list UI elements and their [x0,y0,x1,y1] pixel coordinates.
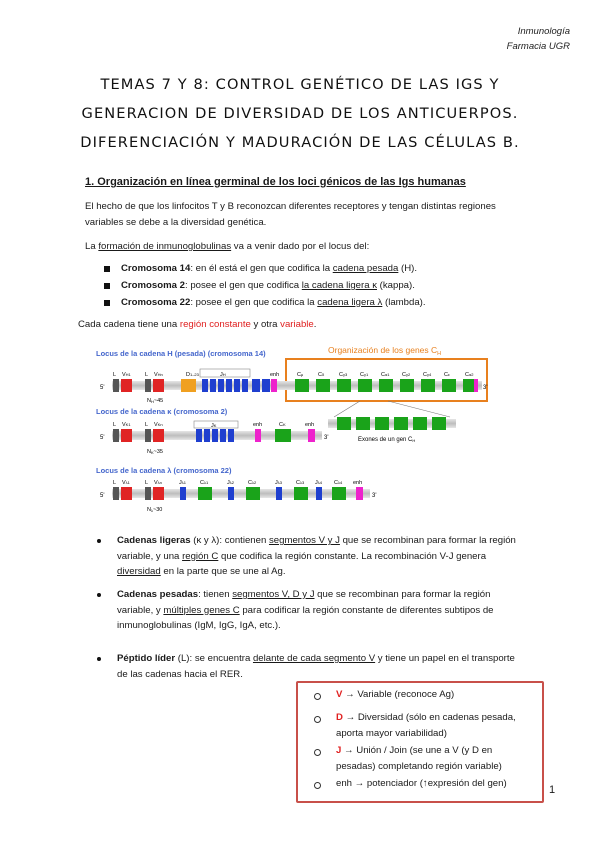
org-genes-title: Organización de los genes $C_H$ [328,345,442,357]
svg-text:Cδ: Cδ [318,372,325,378]
v-label: Vλ1 [122,480,130,486]
bullet-dot-icon [97,657,101,661]
exons-label: Exones de un gen CH [358,437,416,443]
v-segment [121,487,132,500]
v-segment [153,379,164,392]
heavy-chains-bold: Cadenas pesadas [117,589,199,600]
square-bullet-icon [104,300,110,306]
five-prime-label: 5' [100,435,105,441]
heavy-chains-paragraph [117,587,537,634]
exon-zoom-line [334,401,360,417]
leader-peptide-bold: Péptido líder [117,653,176,664]
locus-text-pre: La [85,241,99,252]
kappa-v-count: NK~35 [147,449,163,455]
enhancer [308,429,315,442]
legend-text: → Variable (reconoce Ag) [342,689,455,700]
svg-text:enh: enh [353,480,363,486]
bullet-text: : posee el gen que codifica [184,280,302,291]
enhancer [356,487,363,500]
leader-segment [113,379,119,392]
circle-bullet-icon [314,693,321,700]
d-label: D1–23 [186,372,199,378]
text: para codificar la región constante de diferentes subtipos de [239,604,494,616]
circle-bullet-icon [314,749,321,756]
l-label: L [113,480,117,486]
v-segment [153,429,164,442]
bullet-bold: Cromosoma 22 [121,297,191,308]
text: (L): se encuentra [175,653,253,664]
l-label: L [145,480,149,486]
v-segment [121,429,132,442]
bullet-underlined: la cadena ligera κ [301,280,377,291]
l-label: L [145,372,149,378]
bullet-text: : en él está el gen que codifica la [190,263,333,274]
circle-bullet-icon [314,782,321,789]
legend-text: → Diversidad (sólo en cadenas pesada, [342,712,516,723]
five-prime-label: 5' [100,493,105,499]
svg-text:Cα2: Cα2 [465,372,474,378]
d-segments [181,379,196,392]
header-institution: Farmacia UGR [506,41,570,52]
document-title [40,70,560,157]
l-label: L [113,422,117,428]
j-label: JK [211,423,217,429]
svg-text:Jλ1: Jλ1 [179,480,186,486]
svg-text:Cγ4: Cγ4 [423,372,432,378]
lambda-segment-labels [179,480,362,486]
svg-text:Cλ2: Cλ2 [248,480,257,486]
svg-text:Jλ2: Jλ2 [227,480,234,486]
title-line-3: DIFERENCIACIÓN Y MADURACIÓN DE LAS CÉLULAS B. [80,134,520,151]
bullet-underlined: cadena ligera λ [317,297,383,308]
enhancer [255,429,261,442]
enh-label: enh [305,422,315,428]
text: que codifica la región constante. La recombinación V-J genera [218,550,487,562]
legend-key: J [336,745,342,756]
variable-region-term: variable [280,319,314,330]
underlined: delante de cada segmento V [252,653,376,664]
v-label: VKn [154,422,163,428]
legend-text: → Unión / Join (se une a V (y D en [341,745,493,756]
underlined: segmentos V, D y J [232,589,315,600]
page-header [507,24,570,54]
svg-text:Cγ3: Cγ3 [339,372,348,378]
svg-text:Cα1: Cα1 [381,372,390,378]
constant-region-term: región constante [179,319,251,330]
text: : tienen [198,589,233,600]
underlined: segmentos V y J [268,535,340,546]
l-label: L [113,372,117,378]
l-label: L [145,422,149,428]
text: que se recombinan para formar la región [314,589,491,600]
bullet-text-post: (kappa). [377,280,415,291]
three-prime-label: 3' [324,435,329,441]
h-v-count: NH~45 [147,398,164,404]
locus-text-underlined: formación de inmunoglobulinas [98,241,232,252]
leader-segment [145,379,151,392]
lambda-v-count: Nλ~30 [147,507,163,513]
svg-text:Jλ4: Jλ4 [315,480,322,486]
section-heading: 1. Organización en línea germinal de los loci génicos de las Igs humanas [85,176,466,188]
svg-text:Cε: Cε [444,372,450,378]
leader-segment [113,429,119,442]
leader-segment [145,487,151,500]
bullet-dot-icon [97,593,101,597]
legend-key: V [336,689,343,700]
regions-text-post: . [313,319,317,330]
title-line-2: GENERACION DE DIVERSIDAD DE LOS ANTICUERPOS. [81,105,519,122]
bullet-text-post: (H). [398,263,417,274]
intro-paragraph [85,199,496,230]
enhancer [271,379,277,392]
svg-text:Cλ1: Cλ1 [200,480,209,486]
bullet-bold: Cromosoma 14 [121,263,191,274]
light-chains-bold: Cadenas ligeras [117,535,191,546]
exon-zoom-line [388,401,450,417]
v-label: VH1 [122,372,131,378]
page-number: 1 [549,784,556,796]
h-locus-title: Locus de la cadena H (pesada) (cromosoma 14) [96,349,266,358]
bullet-chromosome-14 [121,261,417,277]
bullet-text: : posee el gen que codifica la [190,297,318,308]
ig-loci-diagram [90,345,520,515]
text: variable, y [117,604,164,616]
v-label: Vλn [154,480,162,486]
light-chains-paragraph [117,533,537,580]
three-prime-label: 3' [372,493,377,499]
j-label: JH [220,372,226,378]
circle-bullet-icon [314,716,321,723]
ck-gene [275,429,291,442]
header-subject: Inmunología [517,26,570,37]
svg-text:Cγ1: Cγ1 [360,372,369,378]
underlined: diversidad [117,566,161,577]
lambda-locus-title: Locus de la cadena λ (cromosoma 22) [96,466,232,475]
segment-legend-box [296,681,544,803]
ch-genes [295,379,477,392]
square-bullet-icon [104,266,110,272]
c-label: CK [279,422,286,428]
regions-text-mid: y otra [250,319,281,330]
underlined: región C [182,550,219,562]
kappa-locus-title: Locus de la cadena κ (cromosoma 2) [96,407,228,416]
regions-sentence [78,317,316,333]
v-label: VK1 [122,422,131,428]
legend-item-v [336,687,454,703]
legend-text: aporta mayor variabilidad) [336,727,447,739]
legend-item-d [336,710,516,741]
text: que se recombinan para formar la región [339,535,516,546]
three-prime-label: 3' [483,385,488,391]
title-line-1: TEMAS 7 Y 8: CONTROL GENÉTICO DE LAS IGS Y [100,76,500,93]
enhancer [474,379,478,392]
jk-segments [196,429,234,442]
locus-text-post: va a venir dado por el locus del: [231,241,370,252]
underlined: múltiples genes C [163,604,240,616]
locus-paragraph [85,239,369,255]
text: en la parte que se une al Ag. [160,566,286,577]
svg-text:Jλ3: Jλ3 [275,480,282,486]
bullet-bold: Cromosoma 2 [121,280,185,291]
svg-text:Cλ4: Cλ4 [334,480,343,486]
v-label: VHn [154,372,163,378]
bullet-chromosome-22 [121,295,426,311]
intro-line-2: variables se debe a la diversidad genética. [85,216,267,228]
bullet-underlined: cadena pesada [332,263,399,274]
legend-text: pesadas) completando región variable) [336,760,502,772]
bullet-dot-icon [97,539,101,543]
text: y tiene un papel en el transporte [375,653,515,664]
svg-text:Cλ3: Cλ3 [296,480,305,486]
enh-label: enh [253,422,263,428]
enh-label: enh [270,372,280,378]
jh-segments [202,379,270,392]
leader-segment [113,487,119,500]
text: variable, y una [117,550,183,562]
text: de las cadenas hacia el RER. [117,668,243,680]
legend-item-j [336,743,502,774]
bullet-text-post: (lambda). [382,297,426,308]
square-bullet-icon [104,283,110,289]
ch-gene-labels [297,372,474,378]
svg-text:Cμ: Cμ [297,372,304,378]
text: inmunoglobulinas (IgM, IgG, IgA, etc.). [117,620,281,631]
five-prime-label: 5' [100,385,105,391]
svg-text:Cγ2: Cγ2 [402,372,411,378]
legend-item-enh: enh → potenciador (↑expresión del gen) [336,778,507,789]
v-segment [121,379,132,392]
bullet-chromosome-2 [121,278,415,294]
text: (κ y λ): contienen [190,535,269,546]
leader-peptide-paragraph [117,651,537,682]
regions-text: Cada cadena tiene una [78,319,180,330]
v-segment [153,487,164,500]
intro-line-1: El hecho de que los linfocitos T y B reconozcan diferentes receptores y tengan distintas regiones [85,201,496,212]
leader-segment [145,429,151,442]
legend-key: D [336,712,343,723]
